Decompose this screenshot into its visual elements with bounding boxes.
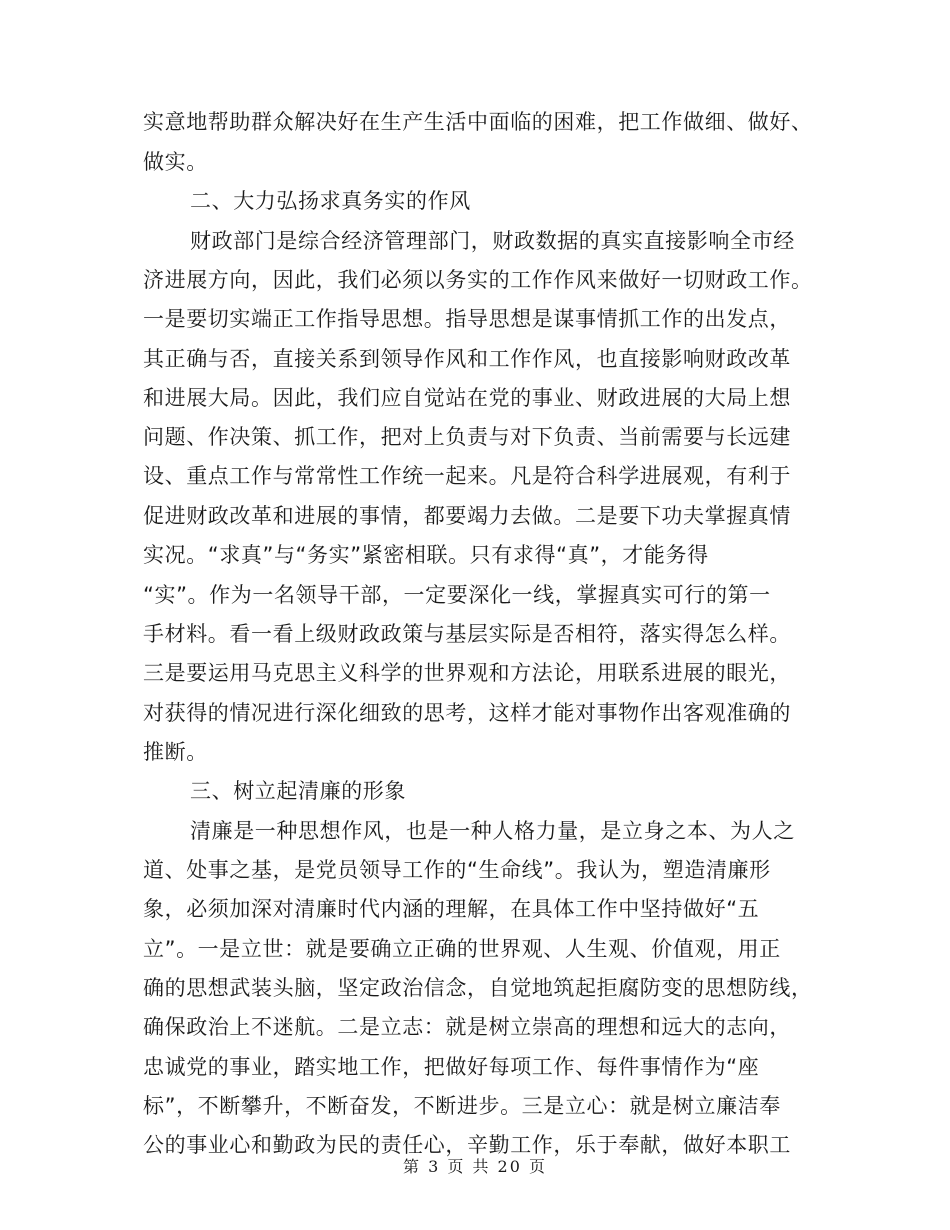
text-line-6: 一是要切实端正工作指导思想。指导思想是谋事情抓工作的出发点， (143, 307, 791, 331)
text-line-12: 实况。“求真”与“务实”紧密相联。只有求得“真”，才能务得 (143, 543, 709, 567)
text-line-4: 财政部门是综合经济管理部门，财政数据的真实直接影响全市经 (190, 229, 795, 253)
section-heading-3: 三、树立起清廉的形象 (190, 779, 406, 803)
text-line-23: 确的思想武装头脑，坚定政治信念，自觉地筑起拒腐防变的思想防线， (143, 976, 813, 1000)
text-line-13: “实”。作为一名领导干部，一定要深化一线，掌握真实可行的第一 (143, 583, 771, 607)
text-line-25: 忠诚党的事业，踏实地工作，把做好每项工作、每件事情作为“座 (143, 1055, 760, 1079)
text-line-16: 对获得的情况进行深化细致的思考，这样才能对事物作出客观准确的 (143, 701, 791, 725)
text-line-19: 清廉是一种思想作风，也是一种人格力量，是立身之本、为人之 (190, 819, 795, 843)
text-line-20: 道、处事之基，是党员领导工作的“生命线”。我认为，塑造清廉形 (143, 858, 771, 882)
text-line-15: 三是要运用马克思主义科学的世界观和方法论，用联系进展的眼光， (143, 661, 791, 685)
text-line-26: 标”，不断攀升，不断奋发，不断进步。三是立心：就是树立廉洁奉 (143, 1094, 781, 1118)
text-line-10: 设、重点工作与常常性工作统一起来。凡是符合科学进展观，有利于 (143, 464, 791, 488)
text-line-5: 济进展方向，因此，我们必须以务实的工作作风来做好一切财政工作。 (143, 268, 813, 292)
text-line-7: 其正确与否，直接关系到领导作风和工作作风，也直接影响财政改革 (143, 347, 791, 371)
text-line-21: 象，必须加深对清廉时代内涵的理解，在具体工作中坚持做好“五 (143, 897, 760, 921)
text-line-17: 推断。 (143, 740, 208, 764)
section-heading-2: 二、大力弘扬求真务实的作风 (190, 189, 471, 213)
text-line-1: 实意地帮助群众解决好在生产生活中面临的困难，把工作做细、做好、 (143, 110, 813, 134)
text-line-24: 确保政治上不迷航。二是立志：就是树立崇高的理想和远大的志向， (143, 1015, 791, 1039)
page-number-footer: 第 3 页 共 20 页 (403, 1157, 547, 1176)
text-line-22: 立”。一是立世：就是要确立正确的世界观、人生观、价值观，用正 (143, 937, 781, 961)
text-line-11: 促进财政改革和进展的事情，都要竭力去做。二是要下功夫掌握真情 (143, 504, 791, 528)
text-line-14: 手材料。看一看上级财政政策与基层实际是否相符，落实得怎么样。 (143, 622, 791, 646)
text-line-27: 公的事业心和勤政为民的责任心，辛勤工作，乐于奉献，做好本职工 (143, 1133, 791, 1157)
text-line-9: 问题、作决策、抓工作，把对上负责与对下负责、当前需要与长远建 (143, 425, 791, 449)
text-line-8: 和进展大局。因此，我们应自觉站在党的事业、财政进展的大局上想 (143, 386, 791, 410)
text-line-2: 做实。 (143, 150, 208, 174)
